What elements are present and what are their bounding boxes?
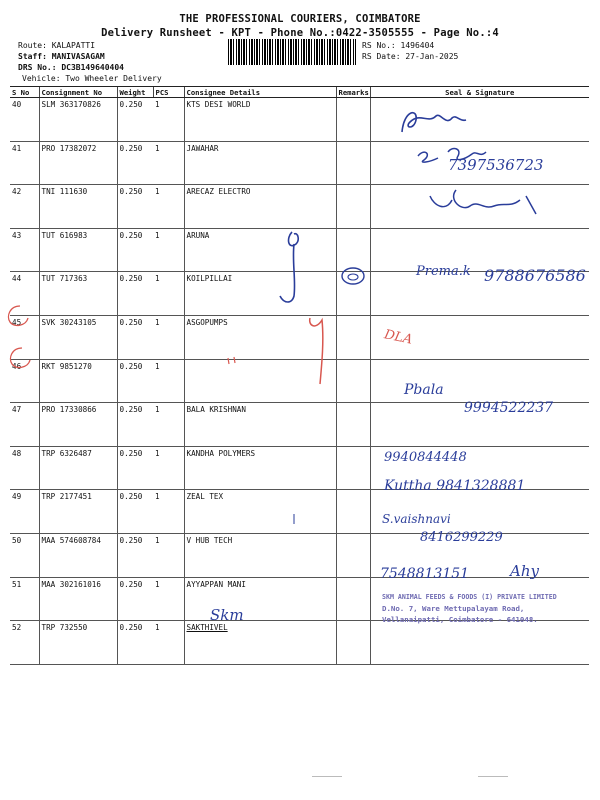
stamp-line-1: SKM ANIMAL FEEDS & FOODS (I) PRIVATE LIMITED [382, 593, 557, 601]
row-consignee: V HUB TECH [184, 533, 336, 577]
row-weight: 0.250 [117, 577, 153, 621]
row-consignee: JAWAHAR [184, 141, 336, 185]
col-seal: Seal & Signature [370, 87, 589, 98]
row-consignment: TRP 6326487 [39, 446, 117, 490]
row-weight: 0.250 [117, 315, 153, 359]
red-tick-46 [228, 357, 235, 364]
row-pcs: 1 [153, 446, 184, 490]
row-consignment: PRO 17330866 [39, 403, 117, 447]
route-label: Route: KALAPATTI [18, 41, 96, 50]
company-title: THE PROFESSIONAL COURIERS, COIMBATORE [179, 13, 421, 25]
row-consignment: RKT 9851270 [39, 359, 117, 403]
col-consignment: Consignment No [39, 87, 117, 98]
row-consignee: ARUNA [184, 228, 336, 272]
row-consignee: ARECAZ ELECTRO [184, 185, 336, 229]
handwritten-name-52: Skm [210, 606, 244, 624]
row-pcs: 1 [153, 315, 184, 359]
vehicle-label: Vehicle: Two Wheeler Delivery [22, 74, 162, 83]
row-sno: 48 [10, 446, 39, 490]
row-pcs: 1 [153, 533, 184, 577]
row-sno: 41 [10, 141, 39, 185]
stamp-line-3: Vellanaipatti, Coimbatore - 641048. [382, 615, 538, 624]
row-weight: 0.250 [117, 359, 153, 403]
row-consignee: BALA KRISHNAN [184, 403, 336, 447]
handwritten-phone-41: 7397536723 [448, 156, 544, 174]
signature-stroke-44 [280, 232, 298, 302]
row-weight: 0.250 [117, 490, 153, 534]
row-weight: 0.250 [117, 533, 153, 577]
col-remarks: Remarks [336, 87, 370, 98]
handwritten-name-51: Ahy [510, 562, 539, 580]
row-consignment: TRP 2177451 [39, 490, 117, 534]
row-sno: 40 [10, 98, 39, 142]
col-sno: S No [10, 87, 39, 98]
row-consignee: KTS DESI WORLD [184, 98, 336, 142]
handwritten-note-46: DLA [382, 327, 414, 348]
row-consignee: KOILPILLAI [184, 272, 336, 316]
row-weight: 0.250 [117, 141, 153, 185]
signature-scribble-40 [402, 113, 466, 132]
row-consignee: KANDHA POLYMERS [184, 446, 336, 490]
red-circle-45 [8, 306, 28, 325]
row-weight: 0.250 [117, 272, 153, 316]
row-consignment: TUT 616983 [39, 228, 117, 272]
drs-number: DRS No.: DC3B149640404 [18, 63, 124, 72]
runsheet-subtitle: Delivery Runsheet - KPT - Phone No.:0422-3505555 - Page No.:4 [101, 27, 499, 39]
row-weight: 0.250 [117, 403, 153, 447]
row-consignment: TNI 111630 [39, 185, 117, 229]
remark-circle-44 [342, 268, 364, 284]
row-sno: 49 [10, 490, 39, 534]
rs-number: RS No.: 1496404 [362, 41, 435, 50]
handwritten-phone-44: 9788676586 [484, 266, 586, 285]
handwritten-phone-51: 7548813151 [380, 566, 470, 582]
row-pcs: 1 [153, 403, 184, 447]
row-consignment: PRO 17382072 [39, 141, 117, 185]
row-pcs: 1 [153, 621, 184, 665]
handwritten-phone-47: 9994522237 [464, 400, 554, 416]
staff-label: Staff: MANIVASAGAM [18, 52, 105, 61]
row-weight: 0.250 [117, 98, 153, 142]
handwritten-name-44: Prema.k [416, 264, 471, 279]
col-pcs: PCS [153, 87, 184, 98]
col-consignee: Consignee Details [184, 87, 336, 98]
row-sno: 47 [10, 403, 39, 447]
row-pcs: 1 [153, 98, 184, 142]
row-consignee: AYYAPPAN MANI [184, 577, 336, 621]
row-pcs: 1 [153, 272, 184, 316]
row-pcs: 1 [153, 141, 184, 185]
row-sno: 46 [10, 359, 39, 403]
col-weight: Weight [117, 87, 153, 98]
handwritten-phone-48: 9940844448 [384, 450, 467, 465]
row-weight: 0.250 [117, 228, 153, 272]
row-pcs: 1 [153, 228, 184, 272]
footer-divider [478, 776, 508, 777]
row-consignment: TRP 732550 [39, 621, 117, 665]
row-pcs: 1 [153, 490, 184, 534]
row-consignment: MAA 302161016 [39, 577, 117, 621]
rs-date: RS Date: 27-Jan-2025 [362, 52, 459, 61]
handwritten-phone-50: 8416299229 [420, 530, 503, 545]
row-weight: 0.250 [117, 446, 153, 490]
signature-scribble-42 [430, 190, 536, 214]
row-sno: 52 [10, 621, 39, 665]
row-pcs: 1 [153, 359, 184, 403]
row-consignment: TUT 717363 [39, 272, 117, 316]
row-weight: 0.250 [117, 185, 153, 229]
row-pcs: 1 [153, 577, 184, 621]
row-consignee: SAKTHIVEL [184, 621, 336, 665]
row-sno: 43 [10, 228, 39, 272]
red-stroke-45 [310, 318, 323, 384]
row-sno: 50 [10, 533, 39, 577]
row-consignee: ASGOPUMPS [184, 315, 336, 359]
footer-divider [312, 776, 342, 777]
row-pcs: 1 [153, 185, 184, 229]
stamp-line-2: D.No. 7, Ware Mettupalayam Road, [382, 604, 525, 613]
row-consignee: ZEAL TEX [184, 490, 336, 534]
row-sno: 51 [10, 577, 39, 621]
handwritten-text-49: Kuttha 9841328881 [384, 478, 526, 494]
handwritten-name-47: Pbala [404, 382, 444, 398]
company-stamp [382, 592, 582, 625]
row-weight: 0.250 [117, 621, 153, 665]
row-sno: 45 [10, 315, 39, 359]
row-consignment: SVK 30243105 [39, 315, 117, 359]
row-sno: 42 [10, 185, 39, 229]
red-circle-46 [10, 348, 30, 367]
handwritten-name-50: S.vaishnavi [382, 512, 451, 526]
row-consignment: MAA 574608784 [39, 533, 117, 577]
row-consignment: SLM 363170826 [39, 98, 117, 142]
row-sno: 44 [10, 272, 39, 316]
